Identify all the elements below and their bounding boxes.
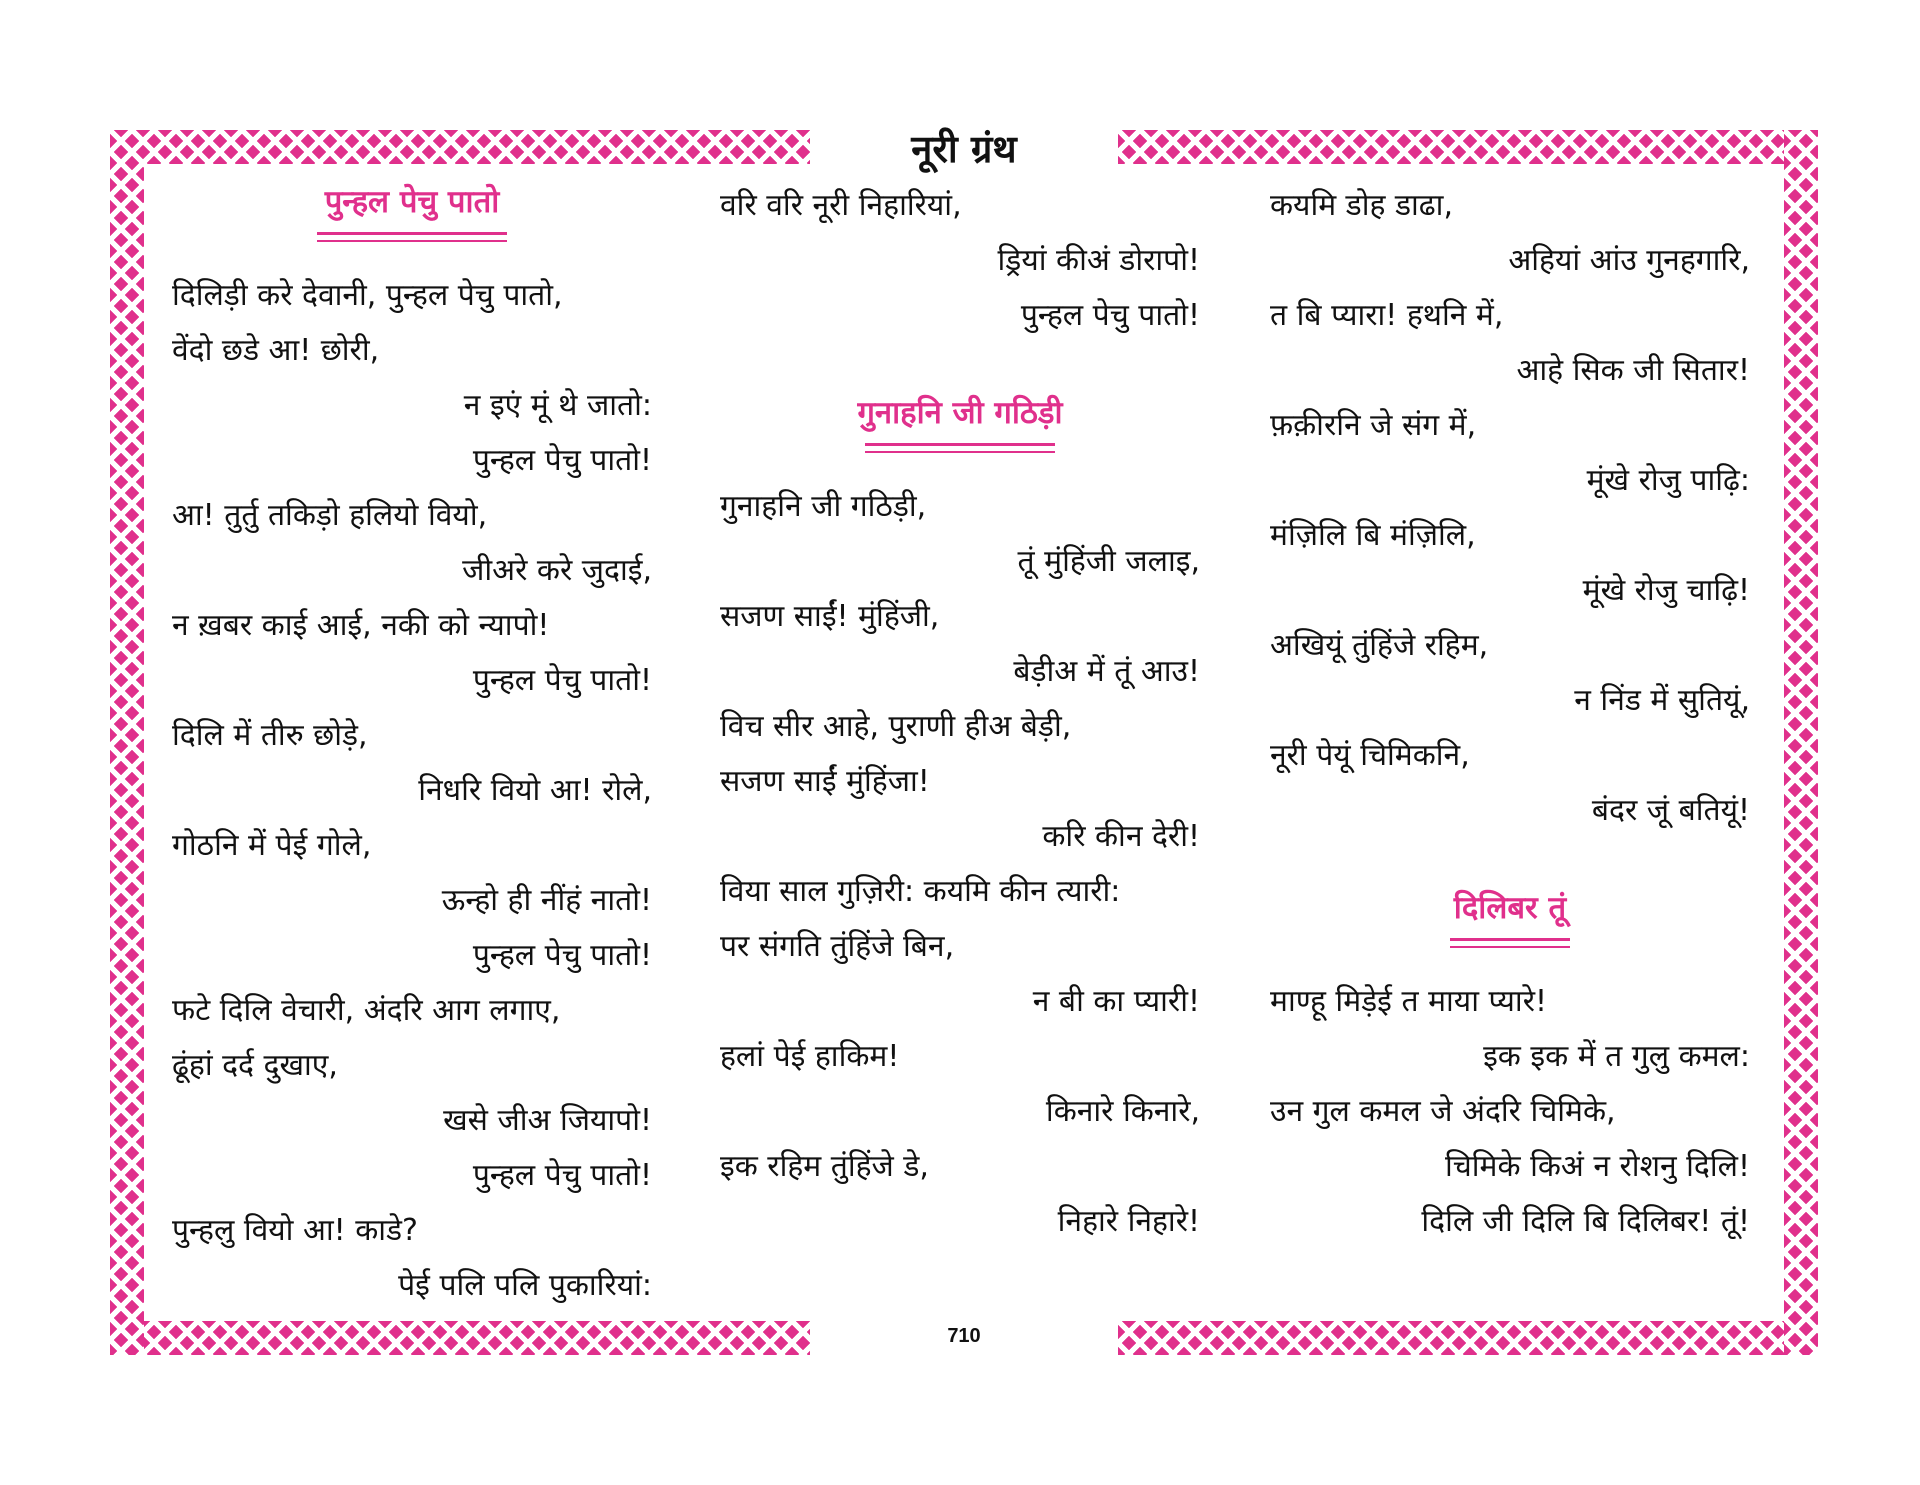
poem-line: गोठनि में पेई गोले, (172, 828, 372, 863)
poem-line: पुन्हलु वियो आ! काडे? (172, 1213, 418, 1248)
poem-line: निधरि वियो आ! रोले, (418, 773, 652, 808)
page-number: 710 (947, 1325, 981, 1347)
border-bottom-left (110, 1321, 810, 1355)
poem-line: फटे दिलि वेचारी, अंदरि आग लगाए, (172, 993, 561, 1028)
poem-line: अखियूं तुंहिंजे रहिम, (1270, 628, 1489, 663)
poem-lines-continued (720, 178, 1200, 343)
heading-underline (865, 443, 1055, 453)
poem-line: निहारे निहारे! (1057, 1204, 1200, 1239)
poem-line: पुन्हल पेचु पातो! (472, 663, 652, 698)
poem-heading: पुन्हल पेचु पातो (324, 184, 500, 220)
poem-line: दिलिड़ी करे देवानी, पुन्हल पेचु पातो, (172, 278, 563, 313)
border-top-left (110, 130, 810, 164)
poem-line: आ! तुर्तु तकिड़ो हलियो वियो, (172, 498, 488, 533)
poem-line: पेई पलि पलि पुकारियां: (398, 1268, 652, 1303)
poem-line: करि कीन देरी! (1042, 819, 1200, 854)
poem-line: चिमिके किअं न रोशनु दिलि! (1444, 1149, 1750, 1184)
poem-line: न बी का प्यारी! (1032, 984, 1200, 1019)
poem-line: उन गुल कमल जे अंदरि चिमिके, (1270, 1094, 1616, 1129)
poem-line: दिलि में तीरु छोड़े, (172, 718, 368, 753)
poem-line: पुन्हल पेचु पातो! (1020, 298, 1200, 333)
poem-line: मूंखे रोजु चाढ़ि! (1582, 573, 1750, 608)
poem-heading: गुनाहनि जी गठिड़ी (857, 395, 1063, 431)
poem-line: सजण साईं! मुंहिंजी, (720, 599, 940, 634)
poem-line: मूंखे रोजु पाढ़ि: (1586, 463, 1750, 498)
poem-line: ऊन्हो ही नींहं नातो! (441, 883, 652, 918)
poem-line: पर संगति तुंहिंजे बिन, (720, 929, 955, 964)
poem-line: मंज़िलि बि मंज़िलि, (1270, 518, 1476, 553)
poem-line: पुन्हल पेचु पातो! (472, 443, 652, 478)
poem-lines (1270, 974, 1750, 1249)
poem-line: बंदर जूं बतियूं! (1591, 793, 1750, 828)
poem-line: न इएं मूं थे जातो: (463, 388, 652, 423)
poem-line: इक रहिम तुंहिंजे डे, (720, 1149, 929, 1184)
poem-line: वेंदो छडे आ! छोरी, (172, 333, 380, 368)
poem-line: नूरी पेयूं चिमिकनि, (1270, 738, 1470, 773)
poem-line: जीअरे करे जुदाई, (462, 553, 652, 588)
poem-line: वरि वरि नूरी निहारियां, (720, 188, 962, 223)
poem-line: गुनाहनि जी गठिड़ी, (720, 489, 927, 524)
poem-line: कयमि डोह डाढा, (1270, 188, 1453, 223)
poem-line: अहियां आंउ गुनहगारि, (1508, 243, 1750, 278)
heading-underline (317, 232, 507, 242)
poem-line: माण्हू मिड़ेई त माया प्यारे! (1270, 984, 1548, 1019)
poem-line: खसे जीअ जियापो! (443, 1103, 652, 1138)
book-title: नूरी ग्रंथ (911, 127, 1017, 171)
poem-line: इक इक में त गुलु कमल: (1483, 1039, 1750, 1074)
poem-line: पुन्हल पेचु पातो! (472, 938, 652, 973)
poem-line: हलां पेई हाकिम! (720, 1039, 900, 1074)
poem-line: पुन्हल पेचु पातो! (472, 1158, 652, 1193)
border-bottom-right (1118, 1321, 1818, 1355)
poem-lines (172, 268, 652, 1313)
poem-line: बेड़ीअ में तूं आउ! (1013, 654, 1200, 689)
poem-line: किनारे किनारे, (1045, 1094, 1200, 1129)
poem-line: ड्रियां कीअं डोरापो! (997, 243, 1200, 278)
poem-line: विया साल गुज़िरी: कयमि कीन त्यारी: (720, 874, 1121, 909)
poem-column-3 (1270, 178, 1750, 1249)
poem-line: दिलि जी दिलि बि दिलिबर! तूं! (1421, 1204, 1750, 1239)
border-top-right (1118, 130, 1818, 164)
poem-line: न ख़बर काई आई, नकी को न्यापो! (172, 608, 550, 643)
poem-line: त बि प्यारा! हथनि में, (1270, 298, 1504, 333)
poem-line: न निंड में सुतियूं, (1574, 683, 1750, 718)
poem-column-2 (720, 178, 1200, 1249)
poem-line: विच सीर आहे, पुराणी हीअ बेड़ी, (720, 709, 1072, 744)
poem-lines (720, 479, 1200, 1249)
border-left (110, 130, 144, 1355)
poem-heading: दिलिबर तूं (1453, 890, 1567, 926)
poem-line: ढूंहां दर्द दुखाए, (172, 1048, 338, 1083)
heading-underline (1450, 938, 1570, 948)
poem-column-1 (172, 178, 652, 1313)
poem-line: आहे सिक जी सितार! (1516, 353, 1750, 388)
poem-line: तूं मुंहिंजी जलाइ, (1017, 544, 1200, 579)
poem-lines-continued (1270, 178, 1750, 838)
poem-line: फ़क़ीरनि जे संग में, (1270, 408, 1477, 443)
border-right (1784, 130, 1818, 1355)
poem-line: सजण साईं मुंहिंजा! (720, 764, 930, 799)
